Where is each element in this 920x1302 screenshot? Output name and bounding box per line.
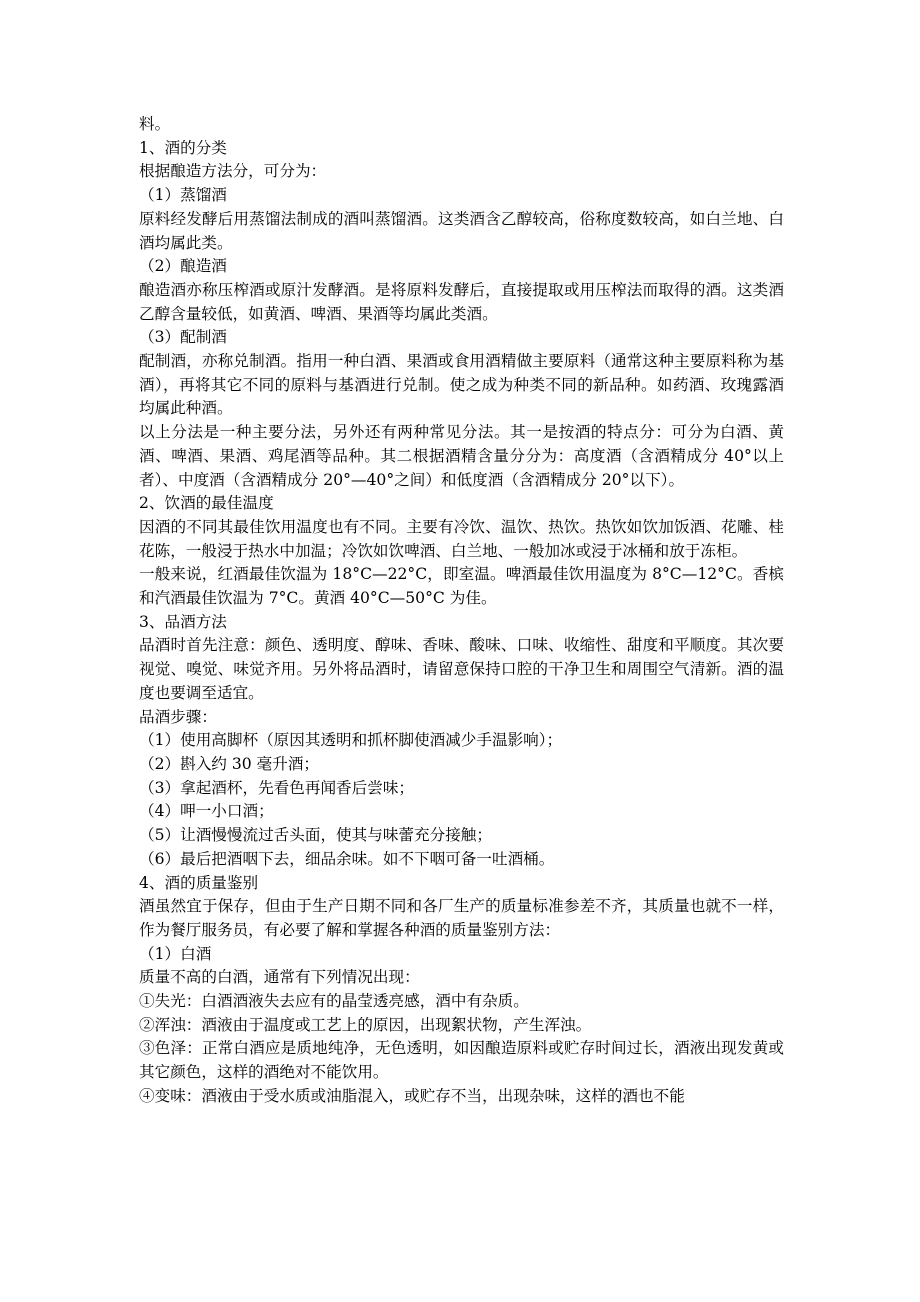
list-item: ③色泽：正常白酒应是质地纯净，无色透明，如因酿造原料或贮存时间过长，酒液出现发黄或其它颜色，这样的酒绝对不能饮用。 — [139, 1039, 784, 1082]
list-item: （4）呷一小口酒； — [139, 802, 274, 821]
paragraph: 酒虽然宜于保存，但由于生产日期不同和各厂生产的质量标准参差不齐，其质量也就不一样，作为餐厅服务员，有必要了解和掌握各种酒的质量鉴别方法： — [139, 897, 784, 939]
paragraph: 配制酒，亦称兑制酒。指用一种白酒、果酒或食用酒精做主要原料（通常这种主要原料称为基酒），再将其它不同的原料与基酒进行兑制。使之成为种类不同的新品种。如药酒、玫瑰露酒均属此种酒。 — [139, 352, 784, 418]
section-heading-4: 4、酒的质量鉴别 — [139, 873, 259, 892]
section-heading-1: 1、酒的分类 — [139, 138, 227, 157]
section-heading-3: 3、品酒方法 — [139, 612, 227, 631]
subheading: （2）酿造酒 — [139, 257, 227, 276]
list-item: （5）让酒慢慢流过舌头面，使其与味蕾充分接触； — [139, 826, 492, 845]
list-item: （3）拿起酒杯，先看色再闻香后尝味； — [139, 778, 415, 797]
subheading: （1）白酒 — [139, 944, 212, 963]
list-item: ①失光：白酒酒液失去应有的晶莹透亮感，酒中有杂质。 — [139, 992, 529, 1011]
paragraph: 酿造酒亦称压榨酒或原汁发酵酒。是将原料发酵后，直接提取或用压榨法而取得的酒。这类酒乙醇含量较低，如黄酒、啤酒、果酒等均属此类酒。 — [139, 280, 784, 323]
paragraph: 根据酿造方法分，可分为： — [139, 162, 327, 181]
list-item: （1）使用高脚杯（原因其透明和抓杯脚使酒减少手温影响）； — [139, 731, 563, 750]
list-item: ②浑浊：酒液由于温度或工艺上的原因，出现絮状物，产生浑浊。 — [139, 1015, 592, 1034]
paragraph: 因酒的不同其最佳饮用温度也有不同。主要有冷饮、温饮、热饮。热饮如饮加饭酒、花雕、桂花陈，一般浸于热水中加温；冷饮如饮啤酒、白兰地、一般加冰或浸于冰桶和放于冻柜。 — [139, 517, 784, 560]
paragraph: 品酒时首先注意：颜色、透明度、醇味、香味、酸味、口味、收缩性、甜度和平顺度。其次要视觉、嗅觉、味觉齐用。另外将品酒时，请留意保持口腔的干净卫生和周围空气清新。酒的温度也要调至适宜。 — [139, 636, 784, 702]
section-heading-2: 2、饮酒的最佳温度 — [139, 494, 274, 513]
list-item: （6）最后把酒咽下去，细品余味。如不下咽可备一吐酒桶。 — [139, 849, 555, 868]
subheading: （1）蒸馏酒 — [139, 186, 227, 205]
document-body — [139, 113, 784, 1109]
subheading: （3）配制酒 — [139, 328, 227, 347]
paragraph: 品酒步骤： — [139, 707, 217, 726]
list-item: ④变味：酒液由于受水质或油脂混入，或贮存不当，出现杂味，这样的酒也不能 — [139, 1086, 685, 1105]
paragraph: 原料经发酵后用蒸馏法制成的酒叫蒸馏酒。这类酒含乙醇较高，俗称度数较高，如白兰地、白酒均属此类。 — [139, 209, 784, 252]
list-item: （2）斟入约 30 毫升酒； — [139, 754, 320, 773]
paragraph: 质量不高的白酒，通常有下列情况出现： — [139, 968, 420, 987]
paragraph: 一般来说，红酒最佳饮温为 18°C—22°C，即室温。啤酒最佳饮用温度为 8°C—12°C。香槟和汽酒最佳饮温为 7°C。黄酒 40°C—50°C 为佳。 — [139, 565, 784, 608]
paragraph: 以上分法是一种主要分法，另外还有两种常见分法。其一是按酒的特点分：可分为白酒、黄酒、啤酒、果酒、鸡尾酒等品种。其二根据酒精含量分分为：高度酒（含酒精成分 40°以上者）、中度酒（含酒精成分 20°—40°之间）和低度酒（含酒精成分 20°以下）。 — [139, 423, 784, 489]
paragraph-continuation: 料。 — [139, 115, 171, 133]
